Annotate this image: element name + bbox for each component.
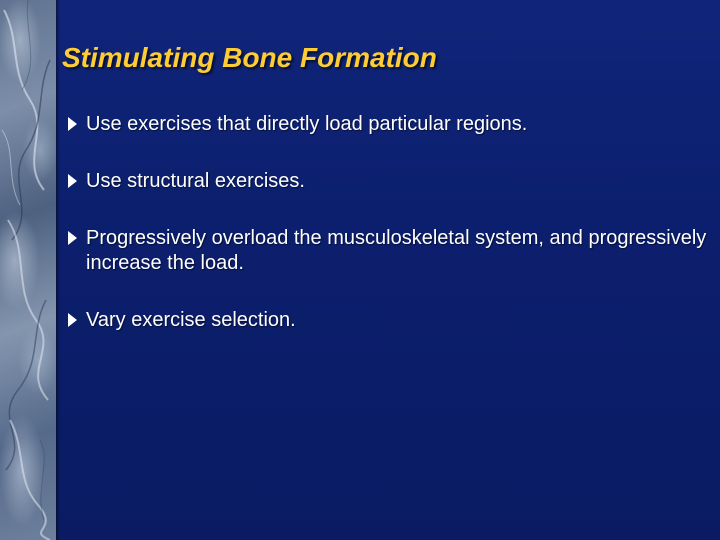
bullet-text: Vary exercise selection.	[86, 309, 296, 331]
bullet-text: Use exercises that directly load particular regions.	[86, 113, 528, 135]
bullet-item	[68, 226, 708, 276]
marble-texture-strip	[0, 0, 56, 540]
triangle-right-icon	[68, 231, 77, 245]
bullet-list	[68, 112, 708, 365]
marble-veins	[0, 0, 56, 540]
bullet-text: Progressively overload the musculoskeletal system, and progressively increase the load.	[86, 227, 707, 274]
triangle-right-icon	[68, 174, 77, 188]
bullet-item	[68, 112, 708, 137]
marble-edge-shadow	[56, 0, 60, 540]
triangle-right-icon	[68, 313, 77, 327]
triangle-right-icon	[68, 117, 77, 131]
bullet-item	[68, 169, 708, 194]
bullet-text: Use structural exercises.	[86, 170, 305, 192]
bullet-item	[68, 308, 708, 333]
slide-title: Stimulating Bone Formation	[62, 42, 437, 73]
